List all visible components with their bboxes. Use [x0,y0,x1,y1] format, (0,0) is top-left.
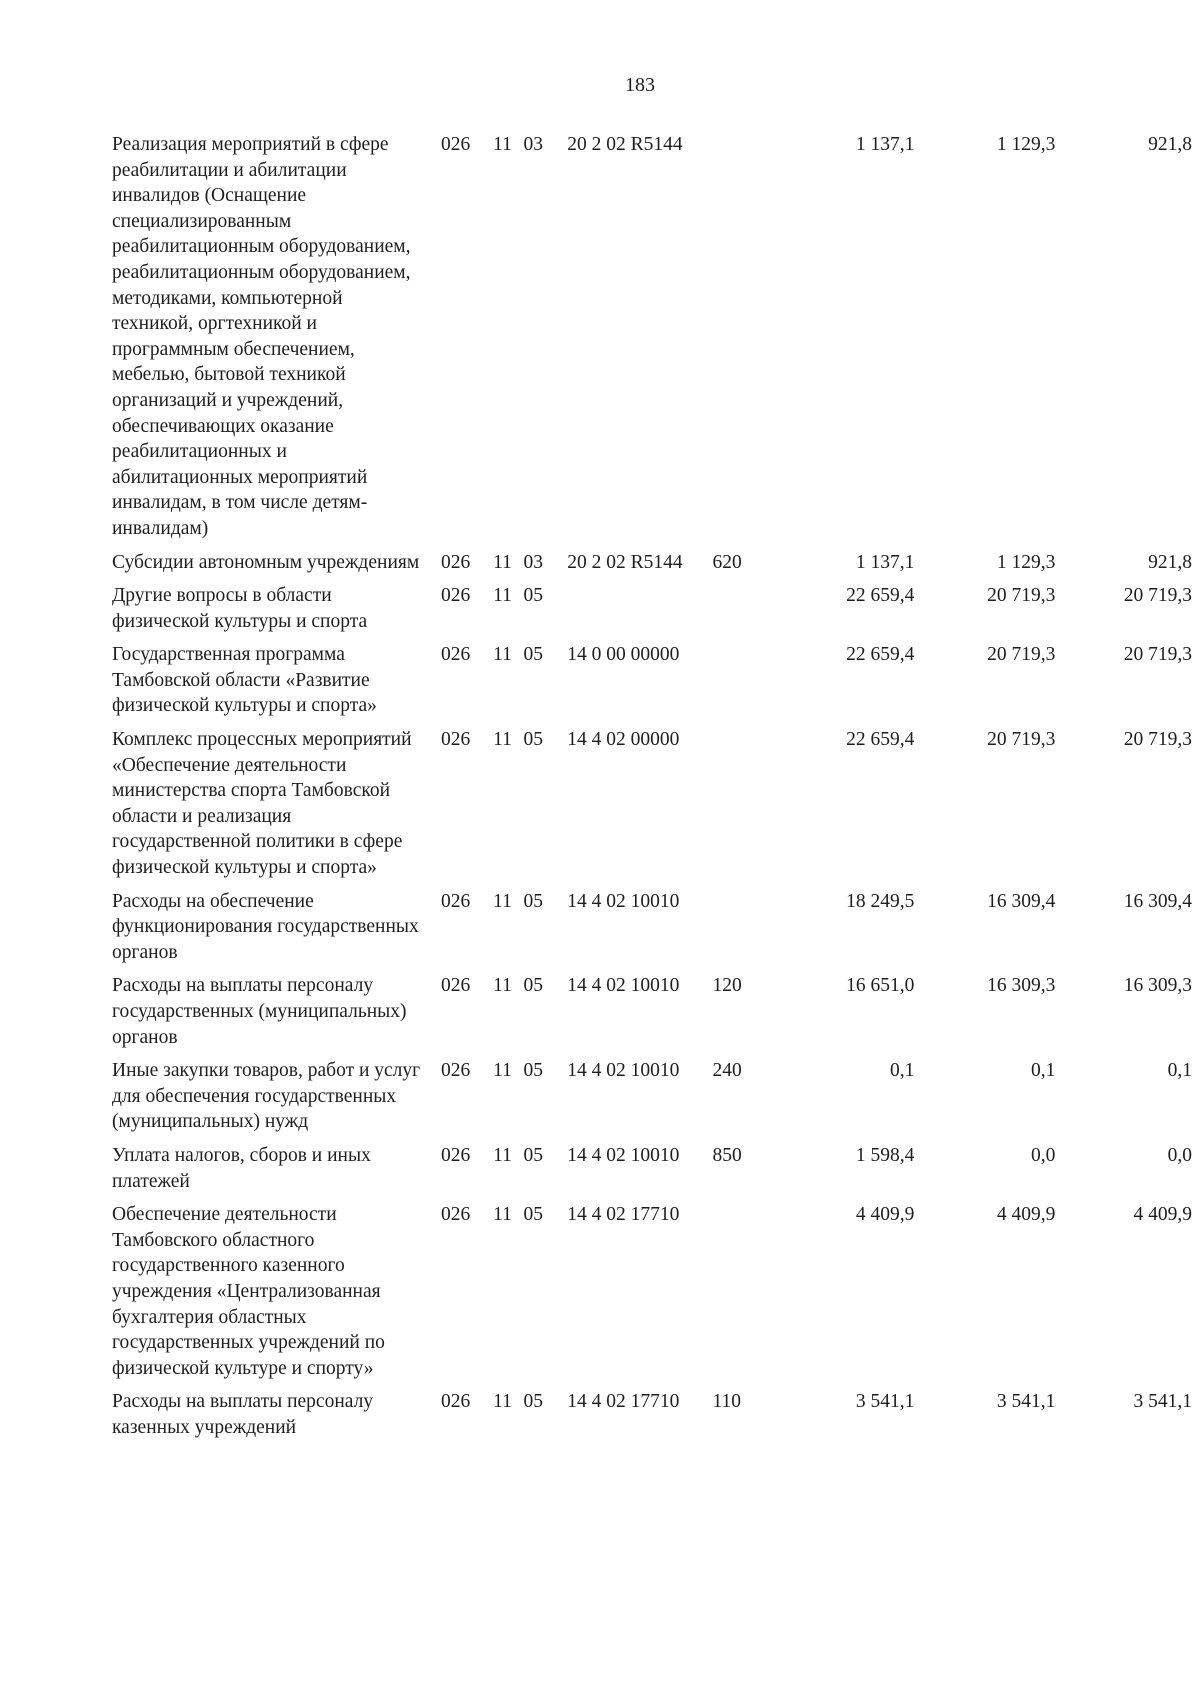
amount-year-1: 22 659,4 [846,729,915,751]
ministry-code: 026 [440,1391,471,1413]
amount-year-3: 16 309,4 [1123,890,1192,912]
target-article-code: 14 0 00 00000 [567,644,680,666]
row-name: Обеспечение деятельности Тамбовского областного государственного казенного учреждения «Централизованная бухгалтерия областных государственных учреждений по физической культуре и спорту» [112,1204,385,1379]
expense-type-code [711,727,770,889]
expense-type-code [711,889,770,974]
subsection-code: 05 [523,585,544,607]
subsection-code: 05 [523,1060,544,1082]
amount-year-3: 921,8 [1148,551,1192,573]
section-code: 11 [493,585,512,607]
amount-year-1: 22 659,4 [846,644,915,666]
target-article-code: 20 2 02 R5144 [567,134,683,155]
subsection-code: 05 [523,890,544,912]
subsection-code: 03 [523,134,544,155]
target-article-code: 14 4 02 17710 [567,1204,680,1226]
table-row [112,1202,1192,1389]
amount-year-2: 1 129,3 [996,134,1056,155]
ministry-code: 026 [440,551,471,573]
ministry-code: 026 [440,975,471,997]
expense-type-code: 240 [712,1060,742,1082]
amount-year-3: 0,0 [1167,1144,1192,1166]
row-name: Государственная программа Тамбовской области «Развитие физической культуры и спорта» [112,644,377,717]
amount-year-2: 16 309,3 [987,975,1056,997]
amount-year-1: 0,1 [889,1060,915,1082]
expense-type-code: 120 [712,975,742,997]
amount-year-3: 921,8 [1148,134,1192,155]
amount-year-2: 4 409,9 [996,1204,1056,1226]
amount-year-3: 3 541,1 [1133,1391,1192,1413]
ministry-code: 026 [440,134,471,155]
table-row [112,550,1192,584]
section-code: 11 [493,1391,512,1413]
amount-year-3: 20 719,3 [1123,585,1192,607]
table-row [112,583,1192,642]
row-name: Комплекс процессных мероприятий «Обеспечение деятельности министерства спорта Тамбовской области и реализация государственной политики в сфере физической культуры и спорта» [112,729,412,879]
row-name: Расходы на выплаты персоналу казенных учреждений [112,1391,374,1438]
expense-type-code: 620 [712,551,742,573]
target-article-code: 14 4 02 10010 [567,1144,680,1166]
target-article-code: 14 4 02 10010 [567,1060,680,1082]
expense-type-code [711,132,770,550]
table-row [112,132,1192,550]
expense-type-code [711,1202,770,1389]
subsection-code: 05 [523,1144,544,1166]
page-number: 183 [625,74,655,96]
section-code: 11 [493,1204,512,1226]
amount-year-1: 1 137,1 [855,134,915,155]
ministry-code: 026 [440,585,471,607]
table-row [112,642,1192,727]
expense-type-code: 850 [712,1144,742,1166]
table-row [112,1058,1192,1143]
section-code: 11 [493,551,512,573]
amount-year-3: 0,1 [1167,1060,1192,1082]
amount-year-2: 1 129,3 [996,551,1056,573]
amount-year-2: 0,0 [1030,1144,1056,1166]
amount-year-3: 4 409,9 [1133,1204,1192,1226]
amount-year-2: 20 719,3 [987,644,1056,666]
subsection-code: 05 [523,729,544,751]
amount-year-2: 3 541,1 [996,1391,1056,1413]
table-row [112,1143,1192,1202]
row-name: Иные закупки товаров, работ и услуг для обеспечения государственных (муниципальных) нужд [112,1060,421,1133]
target-article-code [565,583,710,642]
amount-year-2: 20 719,3 [987,585,1056,607]
row-name: Реализация мероприятий в сфере реабилитации и абилитации инвалидов (Оснащение специализированным реабилитационным оборудованием, реабилитационным оборудованием, методиками, компьютерной техникой, оргтехникой и программным обеспечением, мебелью, бытовой техникой организаций и учреждений, обеспечивающих оказание реабилитационных и абилитационных мероприятий инвалидам, в том числе детям-инвалидам) [112,134,411,539]
expense-type-code [711,642,770,727]
subsection-code: 05 [523,644,544,666]
section-code: 11 [493,134,512,155]
ministry-code: 026 [440,1144,471,1166]
amount-year-1: 3 541,1 [855,1391,915,1413]
target-article-code: 20 2 02 R5144 [567,551,683,573]
row-name: Расходы на обеспечение функционирования государственных органов [112,890,419,963]
target-article-code: 14 4 02 10010 [567,975,680,997]
section-code: 11 [493,1144,512,1166]
section-code: 11 [493,644,512,666]
subsection-code: 03 [523,551,544,573]
target-article-code: 14 4 02 17710 [567,1391,680,1413]
subsection-code: 05 [523,1204,544,1226]
amount-year-1: 1 598,4 [855,1144,915,1166]
section-code: 11 [493,975,512,997]
ministry-code: 026 [440,890,471,912]
row-name: Субсидии автономным учреждениям [112,551,420,573]
amount-year-1: 4 409,9 [855,1204,915,1226]
amount-year-2: 0,1 [1030,1060,1056,1082]
amount-year-1: 22 659,4 [846,585,915,607]
ministry-code: 026 [440,729,471,751]
amount-year-3: 16 309,3 [1123,975,1192,997]
target-article-code: 14 4 02 10010 [567,890,680,912]
amount-year-2: 16 309,4 [987,890,1056,912]
row-name: Уплата налогов, сборов и иных платежей [112,1144,371,1192]
amount-year-3: 20 719,3 [1123,729,1192,751]
budget-table [112,132,1192,1449]
ministry-code: 026 [440,644,471,666]
amount-year-1: 1 137,1 [855,551,915,573]
section-code: 11 [493,1060,512,1082]
section-code: 11 [493,729,512,751]
row-name: Другие вопросы в области физической культуры и спорта [112,585,368,632]
expense-type-code [711,583,770,642]
subsection-code: 05 [523,975,544,997]
table-row [112,889,1192,974]
table-row [112,727,1192,889]
row-name: Расходы на выплаты персоналу государственных (муниципальных) органов [112,975,407,1048]
table-row [112,1389,1192,1448]
table-row [112,973,1192,1058]
target-article-code: 14 4 02 00000 [567,729,680,751]
amount-year-1: 16 651,0 [846,975,915,997]
amount-year-1: 18 249,5 [846,890,915,912]
subsection-code: 05 [523,1391,544,1413]
amount-year-3: 20 719,3 [1123,644,1192,666]
ministry-code: 026 [440,1204,471,1226]
ministry-code: 026 [440,1060,471,1082]
amount-year-2: 20 719,3 [987,729,1056,751]
section-code: 11 [493,890,512,912]
expense-type-code: 110 [712,1391,742,1413]
